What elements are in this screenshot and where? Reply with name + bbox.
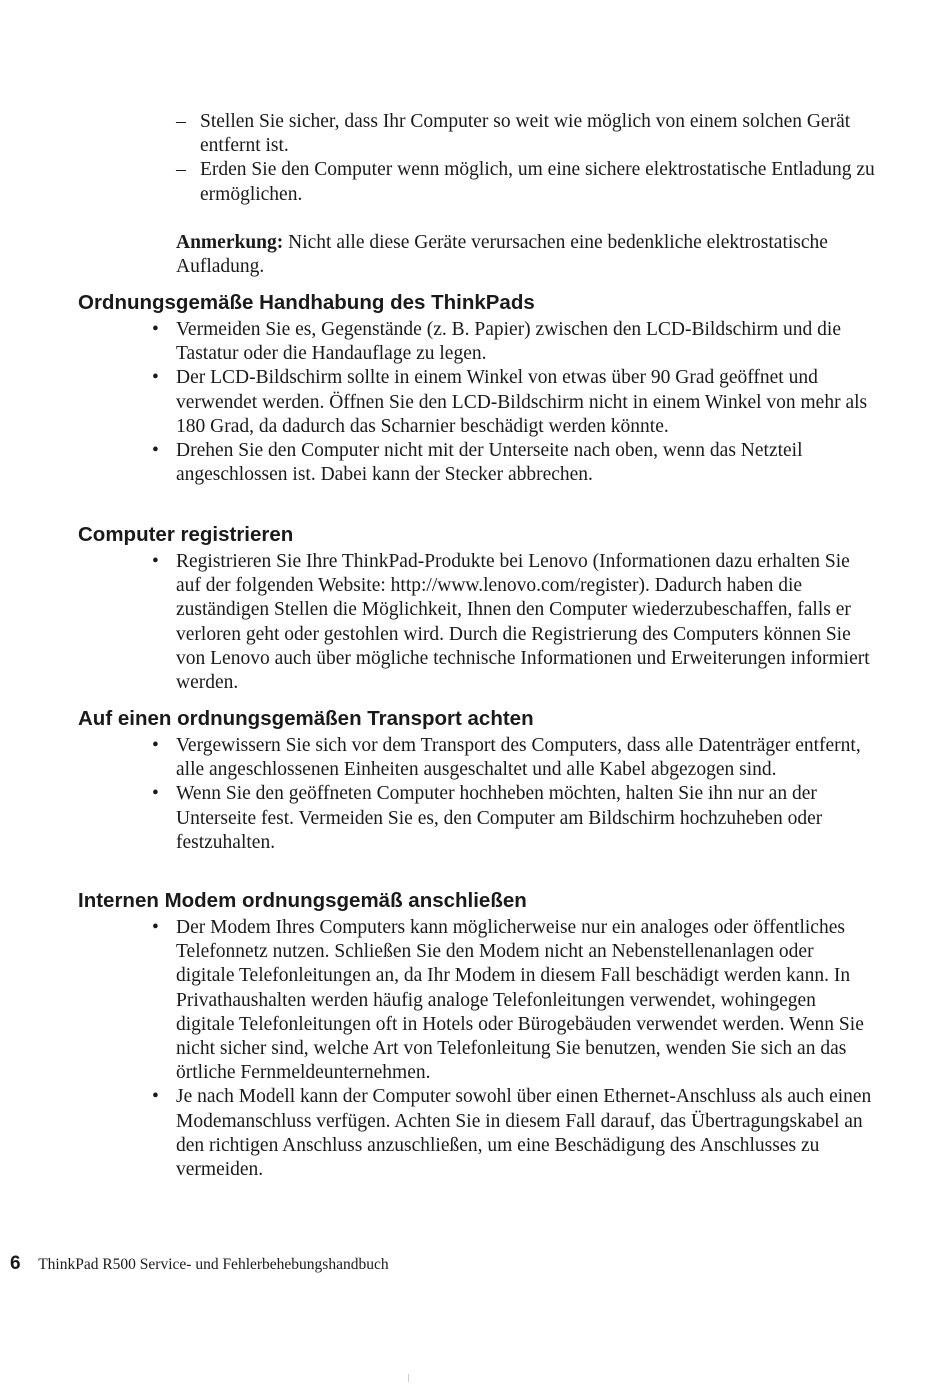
dash-marker: – (176, 111, 186, 132)
bullet-marker: • (152, 783, 159, 805)
list-item (152, 366, 872, 439)
note-text: Nicht alle diese Geräte verursachen eine bedenkliche elektrostatische Aufladung. (176, 232, 828, 278)
list-item-text: Stellen Sie sicher, dass Ihr Computer so weit wie möglich von einem solchen Gerät entfernt ist. (200, 111, 851, 157)
intro-dash-list (176, 110, 876, 207)
list-item-text: Der LCD-Bildschirm sollte in einem Winkel von etwas über 90 Grad geöffnet und verwendet werden. Öffnen Sie den LCD-Bildschirm nicht in einem Winkel von mehr als 180 Grad, da dadurch das Scharnier beschädigt werden könnte. (176, 367, 868, 437)
bullet-marker: • (152, 1086, 159, 1108)
list-item (152, 550, 872, 695)
bullet-marker: • (152, 735, 159, 756)
list-item-text: Drehen Sie den Computer nicht mit der Unterseite nach oben, wenn das Netzteil angeschlossen ist. Dabei kann der Stecker abbrechen. (176, 440, 803, 486)
list-item-text: Wenn Sie den geöffneten Computer hochheben möchten, halten Sie ihn nur an der Unterseite fest. Vermeiden Sie es, den Computer am Bildschirm hochzuheben oder festzuhalten. (176, 783, 823, 853)
list-item-text: Der Modem Ihres Computers kann möglicherweise nur ein analoges oder öffentliches Telefonnetz nutzen. Schließen Sie den Modem nicht an Nebenstellenanlagen oder digitale Telefonleitungen an, da Ihr Modem in diesem Fall beschädigt werden kann. In Privathaushalten werden häufig analoge Telefonleitungen verwendet, wohingegen digitale Telefonleitungen oft in Hotels oder Bürogebäuden verwendet werden. Wenn Sie nicht sicher sind, welche Art von Telefonleitung Sie benutzen, wenden Sie sich an das örtliche Fernmeldeunternehmen. (176, 917, 864, 1084)
list-item-text: Je nach Modell kann der Computer sowohl über einen Ethernet-Anschluss als auch einen Modemanschluss verfügen. Achten Sie in diesem Fall darauf, das Übertragungskabel an den richtigen Anschluss anzuschließen, um eine Beschädigung des Anschlusses zu vermeiden. (176, 1086, 872, 1181)
list-item (176, 158, 876, 206)
section-list-transport (152, 734, 872, 855)
list-item (152, 916, 872, 1085)
dash-marker: – (176, 159, 186, 181)
section-list-register (152, 550, 872, 695)
bullet-marker: • (152, 440, 159, 462)
list-item (152, 734, 872, 782)
section-heading-register: Computer registrieren (78, 523, 294, 546)
section-heading-handling: Ordnungsgemäße Handhabung des ThinkPads (78, 291, 535, 314)
section-heading-modem: Internen Modem ordnungsgemäß anschließen (78, 889, 527, 912)
scan-mark (408, 1374, 409, 1382)
section-list-modem (152, 916, 872, 1182)
bullet-marker: • (152, 367, 159, 389)
note-paragraph (176, 231, 866, 279)
list-item-text: Registrieren Sie Ihre ThinkPad-Produkte bei Lenovo (Informationen dazu erhalten Sie auf der folgenden Website: http://www.lenovo.com/register). Dadurch haben die zuständigen Stellen die Möglichkeit, Ihnen den Computer wiederzubeschaffen, falls er verloren geht oder gestohlen wird. Durch die Registrierung des Computers können Sie von Lenovo auch über mögliche technische Informationen und Erweiterungen informiert werden. (176, 551, 870, 694)
list-item (152, 1085, 872, 1182)
section-list-handling (152, 318, 872, 487)
page-number: 6 (10, 1253, 21, 1274)
list-item-text: Vermeiden Sie es, Gegenstände (z. B. Papier) zwischen den LCD-Bildschirm und die Tastatur oder die Handauflage zu legen. (176, 319, 841, 365)
list-item (152, 318, 872, 366)
list-item (152, 782, 872, 855)
list-item-text: Vergewissern Sie sich vor dem Transport des Computers, dass alle Datenträger entfernt, alle angeschlossenen Einheiten ausgeschaltet und alle Kabel abgezogen sind. (176, 735, 861, 781)
list-item (152, 439, 872, 487)
bullet-marker: • (152, 917, 159, 938)
list-item-text: Erden Sie den Computer wenn möglich, um eine sichere elektrostatische Entladung zu ermöglichen. (200, 159, 875, 205)
page-footer (10, 1254, 389, 1275)
note-label: Anmerkung: (176, 232, 284, 253)
footer-title: ThinkPad R500 Service- und Fehlerbehebungshandbuch (38, 1256, 389, 1273)
section-heading-transport: Auf einen ordnungsgemäßen Transport achten (78, 707, 534, 730)
bullet-marker: • (152, 319, 159, 340)
list-item (176, 110, 876, 158)
bullet-marker: • (152, 551, 159, 572)
